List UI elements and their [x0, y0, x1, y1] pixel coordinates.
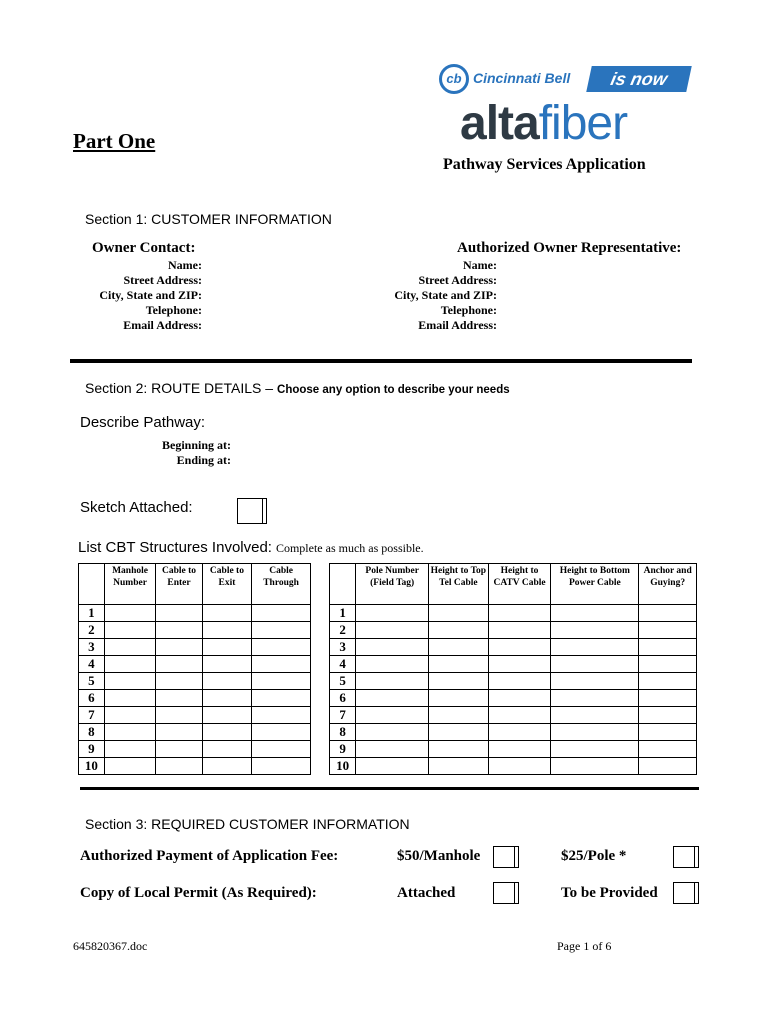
section2-heading-line [85, 380, 510, 398]
pole-table-cell[interactable] [356, 656, 429, 673]
pole-table-cell[interactable] [639, 656, 697, 673]
row-number: 8 [79, 724, 105, 741]
pole-table-cell[interactable] [551, 741, 639, 758]
row-number: 10 [79, 758, 105, 775]
manhole-table-cell[interactable] [202, 605, 251, 622]
pole-table-cell[interactable] [356, 605, 429, 622]
manhole-table-cell[interactable] [252, 639, 311, 656]
rep-phone-label: Telephone: [440, 303, 497, 317]
pole-table-cell[interactable] [356, 741, 429, 758]
pole-table-cell[interactable] [429, 639, 489, 656]
row-number: 2 [79, 622, 105, 639]
table-row [330, 639, 697, 656]
table-row [79, 622, 311, 639]
pole-table-cell[interactable] [639, 724, 697, 741]
table-row [330, 605, 697, 622]
pole-table-cell[interactable] [551, 605, 639, 622]
table-row [79, 656, 311, 673]
manhole-table-cell[interactable] [104, 690, 156, 707]
permit-provided-checkbox[interactable] [673, 882, 699, 904]
table-corner [79, 564, 105, 605]
col-cable-enter: Cable to Enter [156, 564, 202, 605]
table-row [330, 741, 697, 758]
permit-attached-checkbox[interactable] [493, 882, 519, 904]
manhole-table-cell[interactable] [104, 656, 156, 673]
owner-contact-title: Owner Contact: [92, 240, 196, 256]
pole-table-cell[interactable] [429, 758, 489, 775]
manhole-table-cell[interactable] [252, 758, 311, 775]
section-divider [80, 787, 699, 790]
manhole-table-cell[interactable] [202, 741, 251, 758]
fee-label: Authorized Payment of Application Fee: [80, 848, 339, 864]
row-number: 5 [330, 673, 356, 690]
owner-city-label: City, State and ZIP: [99, 288, 202, 302]
table-row [79, 673, 311, 690]
pole-table-cell[interactable] [551, 673, 639, 690]
part-title: Part One [73, 129, 156, 153]
pole-table-cell[interactable] [551, 724, 639, 741]
manhole-table-cell[interactable] [252, 707, 311, 724]
rep-city-label: City, State and ZIP: [394, 288, 497, 302]
pole-table-cell[interactable] [639, 707, 697, 724]
col-height-bottom-power: Height to Bottom Power Cable [551, 564, 639, 605]
section2-heading: Section 2: ROUTE DETAILS – [85, 380, 274, 396]
row-number: 9 [79, 741, 105, 758]
rep-contact-title: Authorized Owner Representative: [457, 240, 682, 256]
manhole-table-cell[interactable] [202, 639, 251, 656]
pole-table-cell[interactable] [639, 605, 697, 622]
pole-table-cell[interactable] [429, 656, 489, 673]
pole-table-cell[interactable] [429, 724, 489, 741]
pole-table-cell[interactable] [429, 741, 489, 758]
cb-logo-icon: cb [439, 64, 469, 94]
col-manhole-number: Manhole Number [104, 564, 156, 605]
manhole-table-cell[interactable] [156, 639, 202, 656]
sketch-attached-label: Sketch Attached: [80, 499, 193, 516]
footer-page-number: Page 1 of 6 [557, 939, 612, 953]
logo-alta-text: alta [460, 97, 539, 150]
manhole-table-cell[interactable] [104, 605, 156, 622]
fee-pole-label: $25/Pole * [561, 848, 627, 864]
pole-table-cell[interactable] [356, 724, 429, 741]
permit-label: Copy of Local Permit (As Required): [80, 885, 317, 901]
logo-bell-text: Cincinnati Bell [473, 70, 571, 86]
table-row [330, 622, 697, 639]
pole-table-cell[interactable] [639, 639, 697, 656]
table-row [79, 741, 311, 758]
manhole-table-cell[interactable] [202, 690, 251, 707]
owner-email-label: Email Address: [123, 318, 202, 332]
owner-name-label: Name: [168, 258, 202, 272]
row-number: 7 [79, 707, 105, 724]
structures-note: Complete as much as possible. [275, 541, 424, 555]
pole-table-cell[interactable] [488, 673, 551, 690]
pole-table-cell[interactable] [429, 673, 489, 690]
pole-table-cell[interactable] [429, 707, 489, 724]
section3-heading: Section 3: REQUIRED CUSTOMER INFORMATION [85, 816, 410, 832]
manhole-table-cell[interactable] [202, 622, 251, 639]
manhole-table-cell[interactable] [104, 724, 156, 741]
footer-doc-name: 645820367.doc [73, 939, 148, 953]
manhole-table-cell[interactable] [252, 690, 311, 707]
manhole-table-cell[interactable] [252, 724, 311, 741]
table-row [79, 758, 311, 775]
manhole-table-cell[interactable] [156, 724, 202, 741]
pole-table-cell[interactable] [429, 622, 489, 639]
manhole-table-cell[interactable] [156, 622, 202, 639]
structures-label: List CBT Structures Involved: [78, 539, 272, 556]
pole-table-cell[interactable] [356, 639, 429, 656]
row-number: 8 [330, 724, 356, 741]
manhole-table-cell[interactable] [104, 707, 156, 724]
row-number: 9 [330, 741, 356, 758]
table-corner [330, 564, 356, 605]
table-row [79, 724, 311, 741]
manhole-table-cell[interactable] [156, 707, 202, 724]
col-anchor-guying: Anchor and Guying? [639, 564, 697, 605]
pole-table-cell[interactable] [639, 758, 697, 775]
manhole-table-cell[interactable] [104, 622, 156, 639]
pole-table [329, 563, 697, 775]
permit-attached-label: Attached [397, 885, 456, 901]
manhole-table-cell[interactable] [202, 724, 251, 741]
table-row [330, 758, 697, 775]
row-number: 10 [330, 758, 356, 775]
col-pole-number: Pole Number (Field Tag) [356, 564, 429, 605]
pole-table-cell[interactable] [551, 690, 639, 707]
fee-manhole-checkbox[interactable] [493, 846, 519, 868]
permit-provided-label: To be Provided [561, 885, 658, 901]
section1-heading: Section 1: CUSTOMER INFORMATION [85, 211, 332, 227]
manhole-table-cell[interactable] [156, 656, 202, 673]
pole-table-cell[interactable] [488, 622, 551, 639]
manhole-table-cell[interactable] [104, 673, 156, 690]
row-number: 6 [79, 690, 105, 707]
row-number: 1 [330, 605, 356, 622]
manhole-table-cell[interactable] [252, 673, 311, 690]
row-number: 1 [79, 605, 105, 622]
pole-table-cell[interactable] [639, 673, 697, 690]
table-row [330, 707, 697, 724]
table-row [79, 639, 311, 656]
col-height-catv: Height to CATV Cable [488, 564, 551, 605]
manhole-table-cell[interactable] [202, 758, 251, 775]
row-number: 6 [330, 690, 356, 707]
manhole-table-cell[interactable] [252, 605, 311, 622]
pole-table-cell[interactable] [488, 605, 551, 622]
manhole-table-cell[interactable] [252, 622, 311, 639]
manhole-table-cell[interactable] [104, 758, 156, 775]
manhole-table-cell[interactable] [156, 673, 202, 690]
pole-table-cell[interactable] [488, 724, 551, 741]
row-number: 4 [79, 656, 105, 673]
fee-pole-checkbox[interactable] [673, 846, 699, 868]
altafiber-logo [460, 96, 627, 152]
row-number: 7 [330, 707, 356, 724]
pole-table-cell[interactable] [356, 758, 429, 775]
manhole-table-cell[interactable] [104, 741, 156, 758]
pole-table-cell[interactable] [488, 758, 551, 775]
fee-manhole-label: $50/Manhole [397, 848, 481, 864]
manhole-table-cell[interactable] [104, 639, 156, 656]
pole-table-cell[interactable] [639, 690, 697, 707]
manhole-table-cell[interactable] [156, 605, 202, 622]
pole-table-cell[interactable] [429, 690, 489, 707]
application-title: Pathway Services Application [443, 156, 646, 173]
table-row [79, 605, 311, 622]
pole-table-cell[interactable] [639, 741, 697, 758]
ending-label: Ending at: [176, 453, 231, 467]
pole-table-cell[interactable] [488, 656, 551, 673]
section-divider [70, 359, 692, 363]
pole-table-cell[interactable] [356, 622, 429, 639]
manhole-table-cell[interactable] [252, 741, 311, 758]
pole-table-cell[interactable] [429, 605, 489, 622]
pole-table-cell[interactable] [551, 622, 639, 639]
col-height-top-tel: Height to Top Tel Cable [429, 564, 489, 605]
manhole-table-cell[interactable] [156, 741, 202, 758]
table-row [330, 724, 697, 741]
row-number: 3 [79, 639, 105, 656]
table-row [330, 690, 697, 707]
cincinnati-bell-logo [439, 64, 691, 96]
manhole-table-cell[interactable] [202, 673, 251, 690]
pole-table-cell[interactable] [488, 639, 551, 656]
pole-table-cell[interactable] [488, 690, 551, 707]
manhole-table-cell[interactable] [252, 656, 311, 673]
owner-street-label: Street Address: [123, 273, 202, 287]
pole-table-cell[interactable] [488, 707, 551, 724]
pole-table-cell[interactable] [356, 673, 429, 690]
structures-line [78, 539, 424, 557]
rep-email-label: Email Address: [418, 318, 497, 332]
table-row [79, 690, 311, 707]
pole-table-cell[interactable] [488, 741, 551, 758]
rep-fields [355, 258, 497, 333]
col-cable-exit: Cable to Exit [202, 564, 251, 605]
row-number: 2 [330, 622, 356, 639]
rep-street-label: Street Address: [418, 273, 497, 287]
row-number: 3 [330, 639, 356, 656]
owner-fields [60, 258, 202, 333]
table-row [330, 673, 697, 690]
manhole-table-cell[interactable] [156, 690, 202, 707]
manhole-table-cell[interactable] [156, 758, 202, 775]
pole-table-cell[interactable] [551, 758, 639, 775]
pole-table-cell[interactable] [356, 690, 429, 707]
describe-pathway-label: Describe Pathway: [80, 414, 206, 431]
col-cable-through: Cable Through [252, 564, 311, 605]
section2-note: Choose any option to describe your needs [277, 384, 510, 396]
pole-table-cell[interactable] [551, 639, 639, 656]
owner-phone-label: Telephone: [145, 303, 202, 317]
pole-table-cell[interactable] [551, 656, 639, 673]
row-number: 5 [79, 673, 105, 690]
pole-table-cell[interactable] [551, 707, 639, 724]
manhole-table-cell[interactable] [202, 656, 251, 673]
table-row [330, 656, 697, 673]
pole-table-cell[interactable] [356, 707, 429, 724]
manhole-table [78, 563, 311, 775]
beginning-label: Beginning at: [161, 438, 231, 452]
pole-table-cell[interactable] [639, 622, 697, 639]
logo-isnow-badge: is now [586, 66, 692, 92]
table-row [79, 707, 311, 724]
row-number: 4 [330, 656, 356, 673]
manhole-table-cell[interactable] [202, 707, 251, 724]
rep-name-label: Name: [463, 258, 497, 272]
logo-fiber-text: fiber [538, 97, 628, 150]
sketch-attached-checkbox[interactable] [237, 498, 267, 524]
